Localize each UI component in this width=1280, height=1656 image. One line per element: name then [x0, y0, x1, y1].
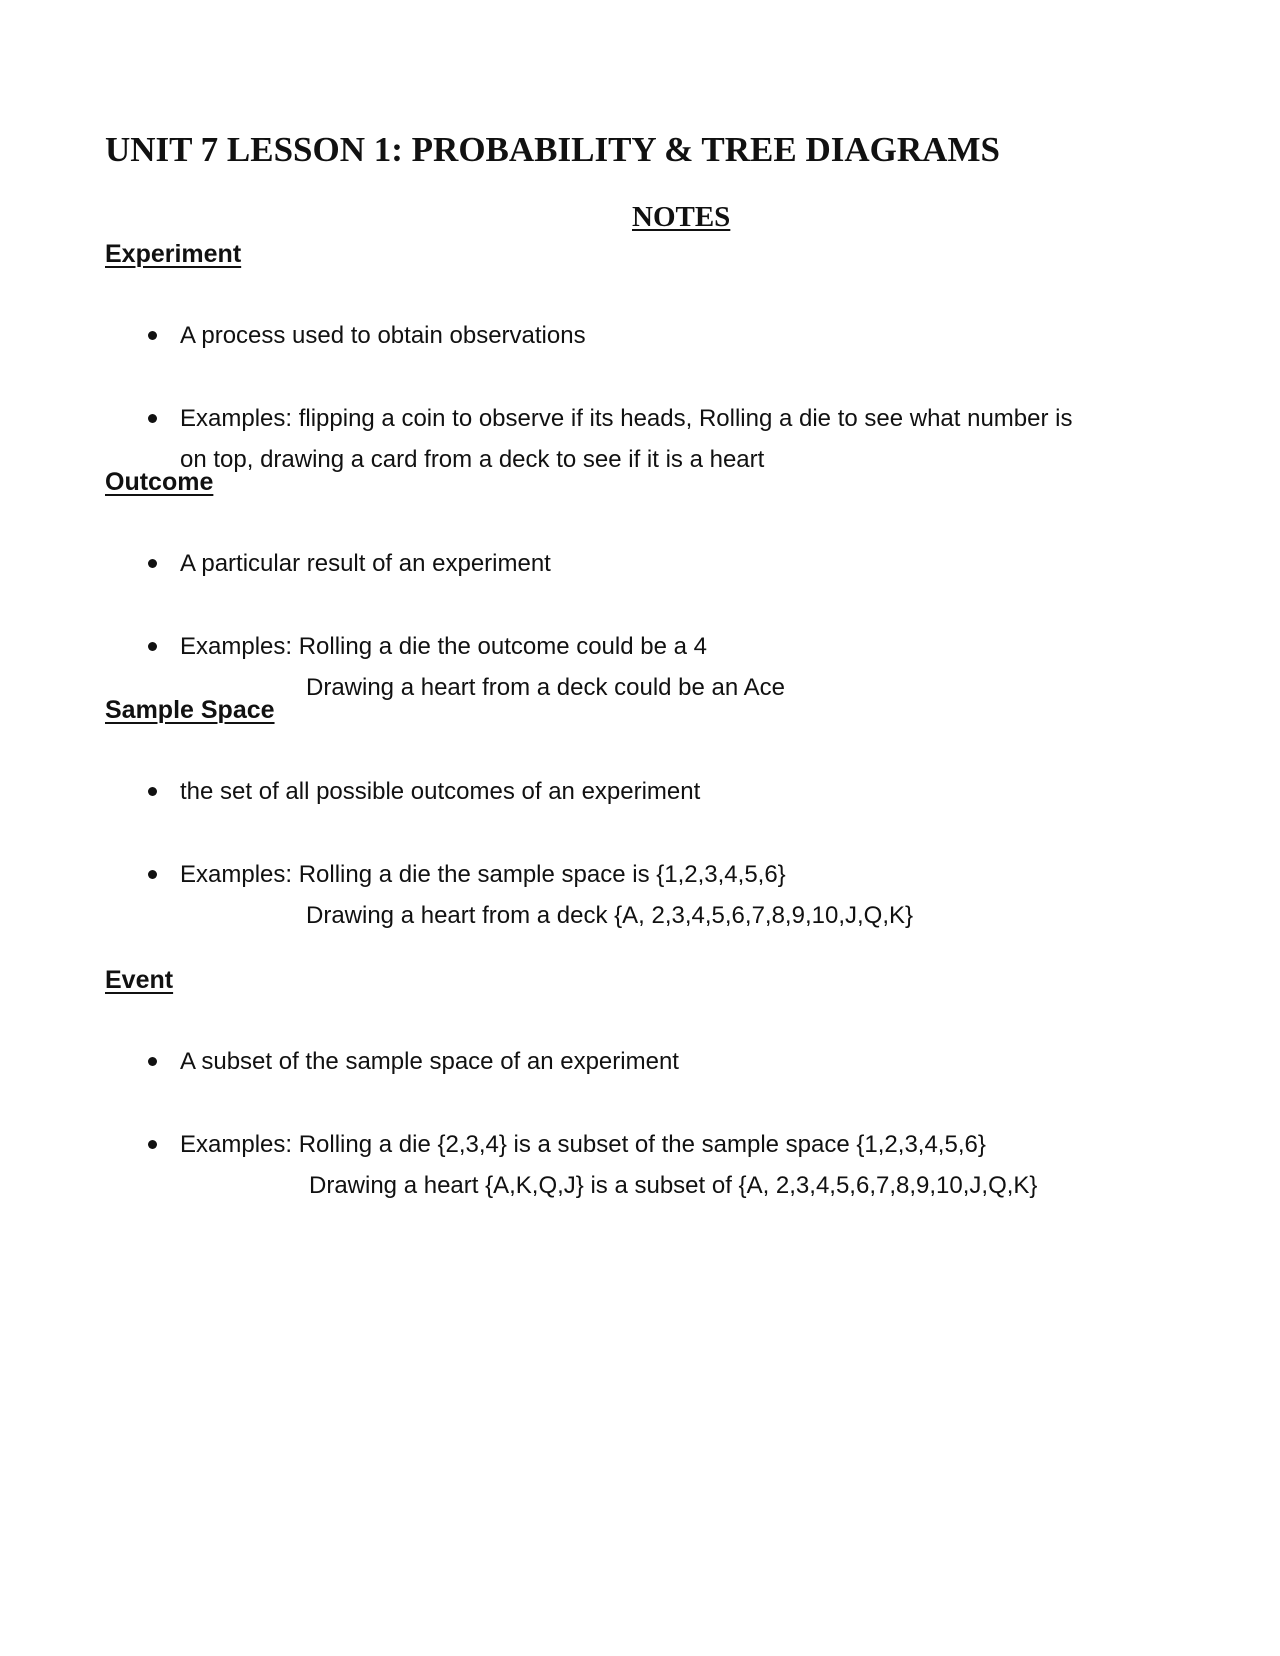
notes-heading: NOTES: [632, 201, 731, 233]
bullet-dot-icon: [148, 1057, 157, 1066]
section-heading-sample-space: Sample Space: [105, 696, 275, 724]
section-heading-experiment: Experiment: [105, 240, 242, 268]
bullet-dot-icon: [148, 414, 157, 423]
list-item: [105, 854, 1185, 936]
bullet-text: Examples: Rolling a die the sample space is {1,2,3,4,5,6}: [180, 861, 786, 888]
section-event: [105, 963, 1185, 1206]
bullet-list: [105, 315, 1185, 480]
bullet-text: Examples: Rolling a die {2,3,4} is a subset of the sample space {1,2,3,4,5,6}: [180, 1131, 986, 1158]
bullet-text-continued: Drawing a heart from a deck {A, 2,3,4,5,6,7,8,9,10,J,Q,K}: [306, 902, 914, 929]
list-item: [105, 1041, 1185, 1082]
section-outcome: [105, 465, 1185, 708]
bullet-text: Examples: flipping a coin to observe if its heads, Rolling a die to see what number is: [180, 405, 1073, 432]
bullet-list: [105, 543, 1185, 708]
bullet-text: A process used to obtain observations: [180, 322, 586, 349]
bullet-text-continued: Drawing a heart from a deck could be an Ace: [306, 674, 785, 701]
section-sample-space: [105, 693, 1185, 936]
bullet-text-continued: on top, drawing a card from a deck to see if it is a heart: [180, 446, 765, 473]
bullet-dot-icon: [148, 787, 157, 796]
bullet-text: A subset of the sample space of an experiment: [180, 1048, 679, 1075]
document-title: UNIT 7 LESSON 1: PROBABILITY & TREE DIAGRAMS: [105, 130, 1000, 169]
list-item: [105, 543, 1185, 584]
bullet-text: Examples: Rolling a die the outcome could be a 4: [180, 633, 707, 660]
bullet-dot-icon: [148, 1140, 157, 1149]
bullet-dot-icon: [148, 331, 157, 340]
section-heading-outcome: Outcome: [105, 468, 214, 496]
bullet-text-continued: Drawing a heart {A,K,Q,J} is a subset of {A, 2,3,4,5,6,7,8,9,10,J,Q,K}: [309, 1172, 1038, 1199]
bullet-text: the set of all possible outcomes of an experiment: [180, 778, 701, 805]
list-item: [105, 771, 1185, 812]
bullet-dot-icon: [148, 870, 157, 879]
bullet-text: A particular result of an experiment: [180, 550, 551, 577]
list-item: [105, 1124, 1185, 1206]
bullet-dot-icon: [148, 559, 157, 568]
bullet-dot-icon: [148, 642, 157, 651]
bullet-list: [105, 771, 1185, 936]
bullet-list: [105, 1041, 1185, 1206]
list-item: [105, 315, 1185, 356]
section-experiment: [105, 237, 1185, 480]
section-heading-event: Event: [105, 966, 174, 994]
